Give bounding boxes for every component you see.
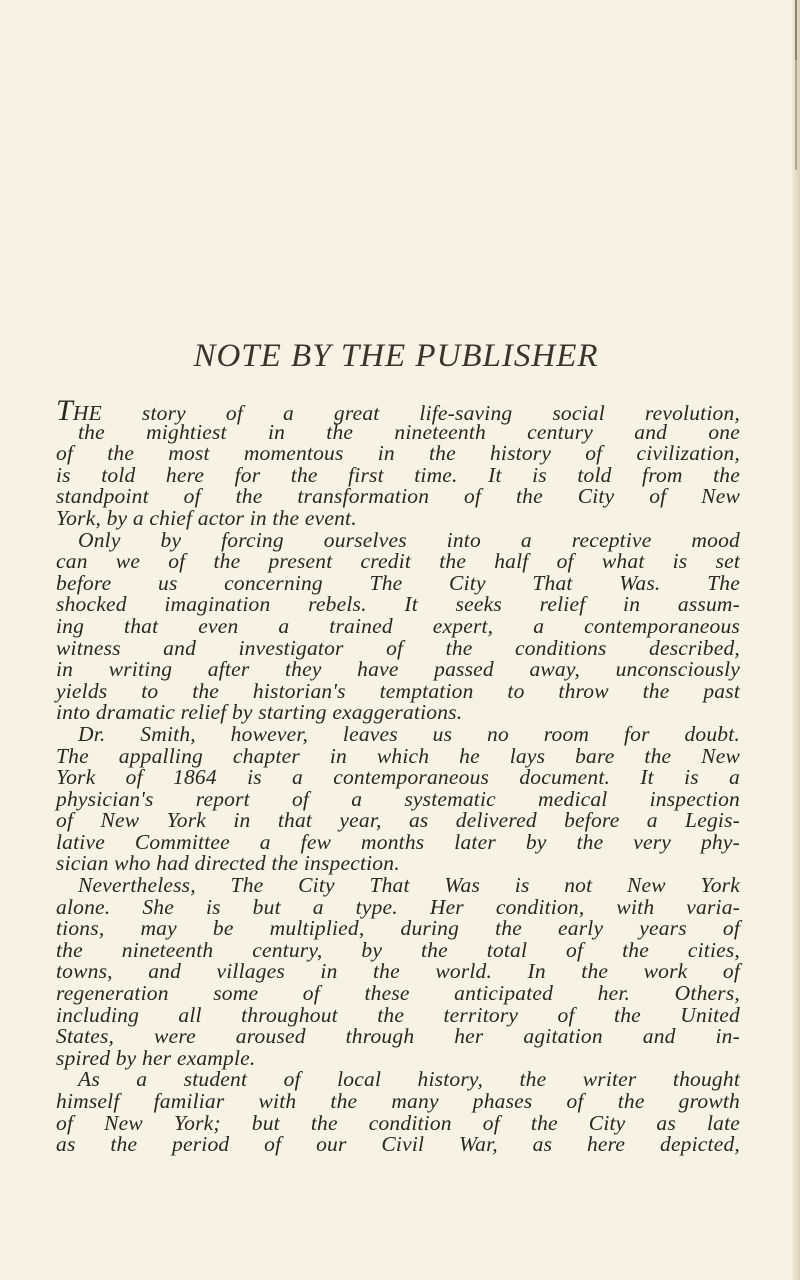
page-edge (792, 0, 800, 1280)
text-line: York, by a chief actor in the event. (56, 505, 357, 530)
text-line: the nineteenth century, by the total of the cities, (56, 937, 740, 962)
body-text (56, 394, 740, 1157)
text-line: the mightiest in the nineteenth century and one (78, 419, 740, 444)
text-line: himself familiar with the many phases of the growth (56, 1089, 740, 1113)
text-line: including all throughout the territory of the United (56, 1002, 740, 1027)
text-line: Only by forcing ourselves into a receptive mood (78, 527, 740, 552)
text-line: of New York in that year, as delivered before a Legis- (56, 808, 740, 833)
text-line: alone. She is but a type. Her condition, with varia- (56, 894, 740, 919)
text-line: physician's report of a systematic medical inspection (56, 786, 740, 811)
text-line: standpoint of the transformation of the City of New (56, 484, 740, 509)
text-line: of New York; but the condition of the City as late (56, 1110, 740, 1135)
text-line: towns, and villages in the world. In the work of (56, 959, 740, 984)
edge-shadow-line (795, 0, 797, 60)
text-line (56, 394, 740, 427)
text-line-content: HE story of a great life-saving social revolution, (72, 401, 740, 425)
text-line: yields to the historian's temptation to throw the past (56, 678, 740, 703)
text-line: is told here for the first time. It is told from the (56, 462, 740, 487)
text-line: spired by her example. (56, 1045, 256, 1070)
text-line: can we of the present credit the half of what is set (56, 549, 740, 574)
text-line: of the most momentous in the history of civilization, (56, 441, 740, 466)
text-line: as the period of our Civil War, as here depicted, (56, 1132, 740, 1157)
text-line: The appalling chapter in which he lays bare the New (56, 743, 740, 768)
drop-cap: T (56, 394, 73, 427)
text-line: shocked imagination rebels. It seeks relief in assum- (56, 592, 740, 617)
text-line: lative Committee a few months later by the very phy- (56, 829, 740, 854)
text-line: As a student of local history, the writer thought (78, 1067, 740, 1092)
text-line: York of 1864 is a contemporaneous document. It is a (56, 765, 740, 790)
text-line: sician who had directed the inspection. (56, 851, 400, 876)
text-line: Dr. Smith, however, leaves us no room for doubt. (78, 721, 740, 746)
text-line: States, were aroused through her agitation and in- (56, 1024, 740, 1049)
text-line: tions, may be multiplied, during the early years of (56, 916, 740, 941)
text-line: ing that even a trained expert, a contemporaneous (56, 613, 740, 638)
text-line: regeneration some of these anticipated her. Others, (56, 981, 740, 1006)
text-line: witness and investigator of the conditions described, (56, 635, 740, 660)
edge-shadow-line (795, 60, 797, 170)
text-line: into dramatic relief by starting exaggerations. (56, 700, 463, 725)
page-title: NOTE BY THE PUBLISHER (193, 338, 599, 374)
text-line: before us concerning The City That Was. The (56, 570, 740, 595)
text-line: in writing after they have passed away, unconsciously (56, 657, 740, 682)
text-line: Nevertheless, The City That Was is not New York (78, 873, 740, 898)
